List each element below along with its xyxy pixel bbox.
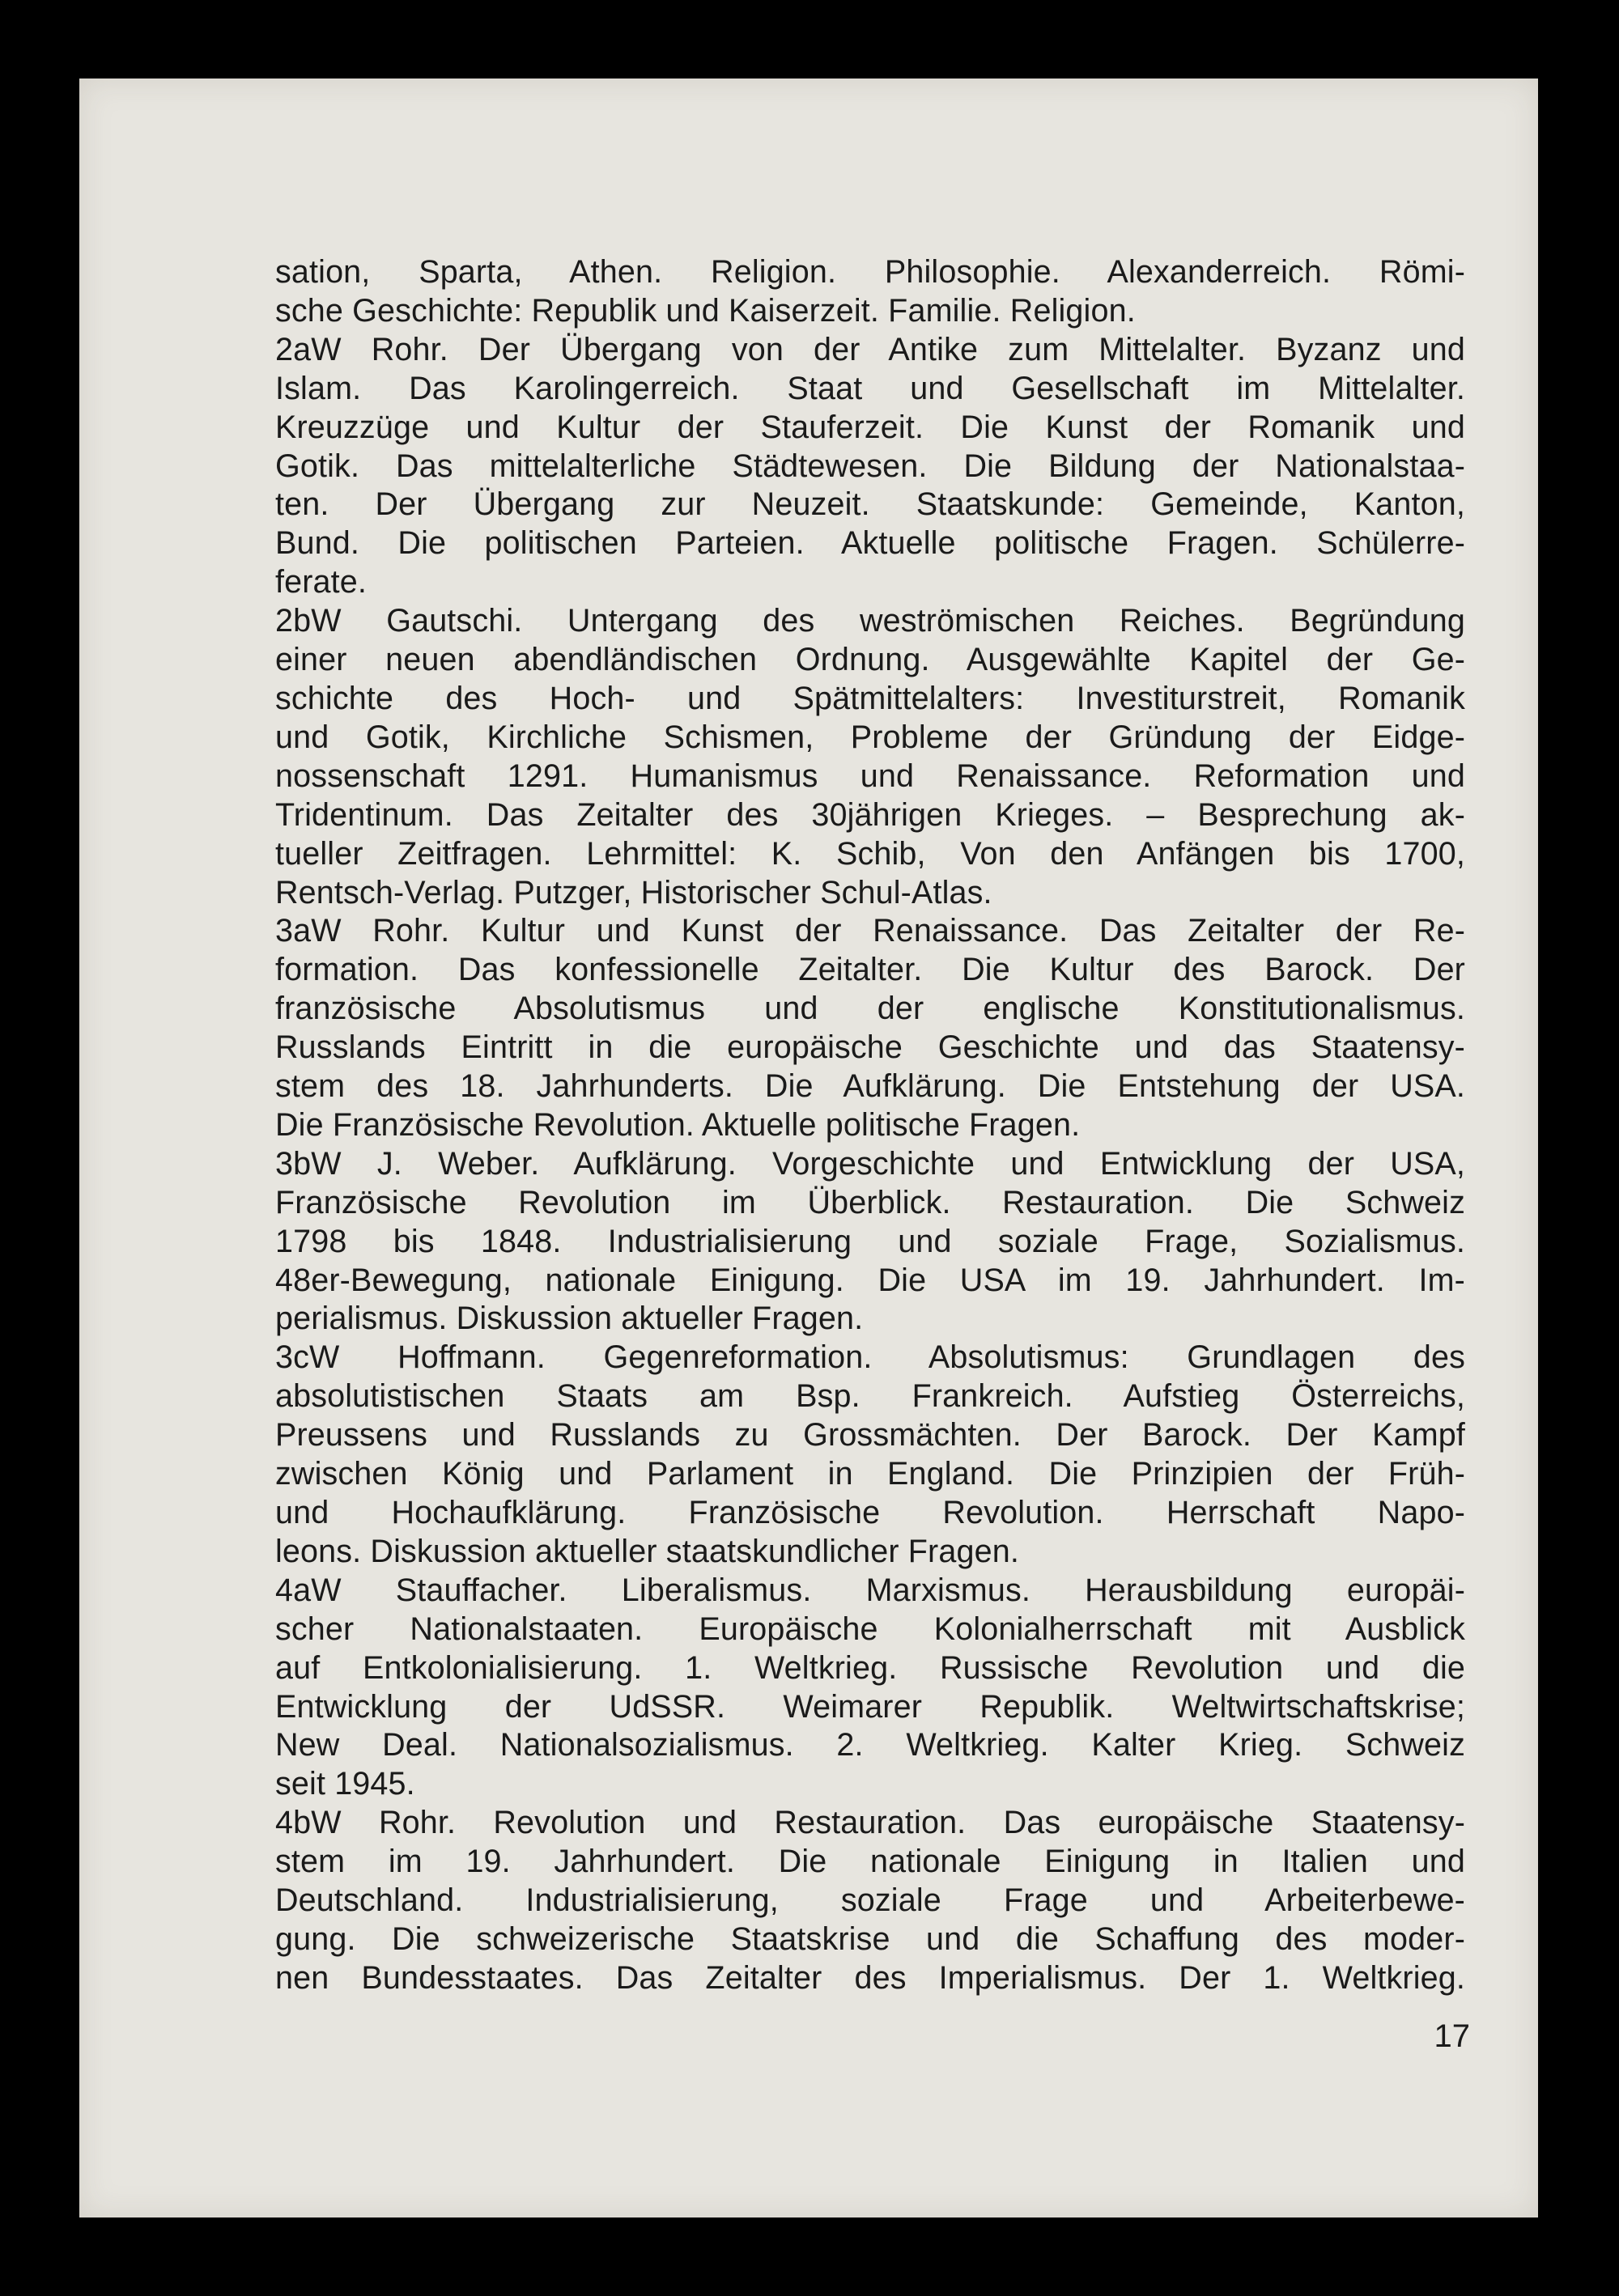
- text-line: Rentsch-Verlag. Putzger, Historischer Schul-Atlas.: [275, 874, 992, 910]
- text-line: Islam. Das Karolingerreich. Staat und Gesellschaft im Mittelalter.: [275, 370, 1465, 406]
- text-line: scher Nationalstaaten. Europäische Kolonialherrschaft mit Ausblick: [275, 1611, 1465, 1647]
- text-line: 2bW Gautschi. Untergang des weströmischen Reiches. Begründung: [275, 603, 1465, 639]
- text-line: Die Französische Revolution. Aktuelle politische Fragen.: [275, 1106, 1081, 1143]
- text-line: New Deal. Nationalsozialismus. 2. Weltkrieg. Kalter Krieg. Schweiz: [275, 1727, 1465, 1763]
- text-line: 3cW Hoffmann. Gegenreformation. Absolutismus: Grundlagen des: [275, 1339, 1465, 1376]
- text-line: 2aW Rohr. Der Übergang von der Antike zum Mittelalter. Byzanz und: [275, 331, 1465, 367]
- text-line: 4aW Stauffacher. Liberalismus. Marxismus. Herausbildung europäi-: [275, 1572, 1465, 1608]
- text-line: 48er-Bewegung, nationale Einigung. Die USA im 19. Jahrhundert. Im-: [275, 1262, 1465, 1298]
- text-line: seit 1945.: [275, 1766, 415, 1802]
- text-line: 1798 bis 1848. Industrialisierung und soziale Frage, Sozialismus.: [275, 1223, 1465, 1259]
- text-line: Tridentinum. Das Zeitalter des 30jährigen Krieges. – Besprechung ak-: [275, 796, 1465, 833]
- text-line: 3aW Rohr. Kultur und Kunst der Renaissance. Das Zeitalter der Re-: [275, 913, 1465, 949]
- text-line: perialismus. Diskussion aktueller Fragen.: [275, 1301, 864, 1337]
- text-line: gung. Die schweizerische Staatskrise und die Schaffung des moder-: [275, 1920, 1465, 1957]
- text-line: Entwicklung der UdSSR. Weimarer Republik. Weltwirtschaftskrise;: [275, 1688, 1465, 1725]
- text-line: Kreuzzüge und Kultur der Stauferzeit. Die Kunst der Romanik und: [275, 409, 1465, 445]
- text-line: Preussens und Russlands zu Grossmächten. Der Barock. Der Kampf: [275, 1417, 1465, 1454]
- text-line: ten. Der Übergang zur Neuzeit. Staatskunde: Gemeinde, Kanton,: [275, 486, 1465, 523]
- text-line: und Hochaufklärung. Französische Revolution. Herrschaft Napo-: [275, 1495, 1465, 1530]
- text-line: ferate.: [275, 564, 368, 601]
- page-number: 17: [1434, 2018, 1470, 2054]
- text-line: zwischen König und Parlament in England. Die Prinzipien der Früh-: [275, 1456, 1465, 1492]
- text-line: nossenschaft 1291. Humanismus und Renaissance. Reformation und: [275, 758, 1465, 794]
- text-line: Bund. Die politischen Parteien. Aktuelle politische Fragen. Schülerre-: [275, 525, 1465, 562]
- text-line: absolutistischen Staats am Bsp. Frankreich. Aufstieg Österreichs,: [275, 1378, 1465, 1415]
- text-line: sche Geschichte: Republik und Kaiserzeit. Familie. Religion.: [275, 292, 1136, 329]
- text-line: tueller Zeitfragen. Lehrmittel: K. Schib, Von den Anfängen bis 1700,: [275, 835, 1465, 872]
- text-line: auf Entkolonialisierung. 1. Weltkrieg. Russische Revolution und die: [275, 1649, 1465, 1686]
- text-line: stem im 19. Jahrhundert. Die nationale Einigung in Italien und: [275, 1844, 1465, 1880]
- body-text: [275, 253, 1465, 1998]
- text-line: Deutschland. Industrialisierung, soziale Frage und Arbeiterbewe-: [275, 1882, 1465, 1919]
- text-line: und Gotik, Kirchliche Schismen, Probleme der Gründung der Eidge-: [275, 719, 1465, 755]
- text-line: 4bW Rohr. Revolution und Restauration. Das europäische Staatensy-: [275, 1805, 1465, 1841]
- text-line: Russlands Eintritt in die europäische Geschichte und das Staatensy-: [275, 1029, 1465, 1066]
- text-line: französische Absolutismus und der englische Konstitutionalismus.: [275, 991, 1465, 1027]
- text-line: Französische Revolution im Überblick. Restauration. Die Schweiz: [275, 1184, 1465, 1220]
- text-line: sation, Sparta, Athen. Religion. Philosophie. Alexanderreich. Römi-: [275, 254, 1465, 290]
- text-line: nen Bundesstaates. Das Zeitalter des Imperialismus. Der 1. Weltkrieg.: [275, 1959, 1465, 1996]
- text-line: 3bW J. Weber. Aufklärung. Vorgeschichte und Entwicklung der USA,: [275, 1145, 1465, 1182]
- text-line: formation. Das konfessionelle Zeitalter. Die Kultur des Barock. Der: [275, 952, 1465, 988]
- text-line: stem des 18. Jahrhunderts. Die Aufklärung. Die Entstehung der USA.: [275, 1068, 1465, 1105]
- text-line: Gotik. Das mittelalterliche Städtewesen. Die Bildung der Nationalstaa-: [275, 448, 1465, 484]
- text-line: einer neuen abendländischen Ordnung. Ausgewählte Kapitel der Ge-: [275, 642, 1465, 678]
- text-line: schichte des Hoch- und Spätmittelalters: Investiturstreit, Romanik: [275, 680, 1465, 716]
- text-line: leons. Diskussion aktueller staatskundlicher Fragen.: [275, 1533, 1019, 1569]
- document-page: [79, 79, 1538, 2217]
